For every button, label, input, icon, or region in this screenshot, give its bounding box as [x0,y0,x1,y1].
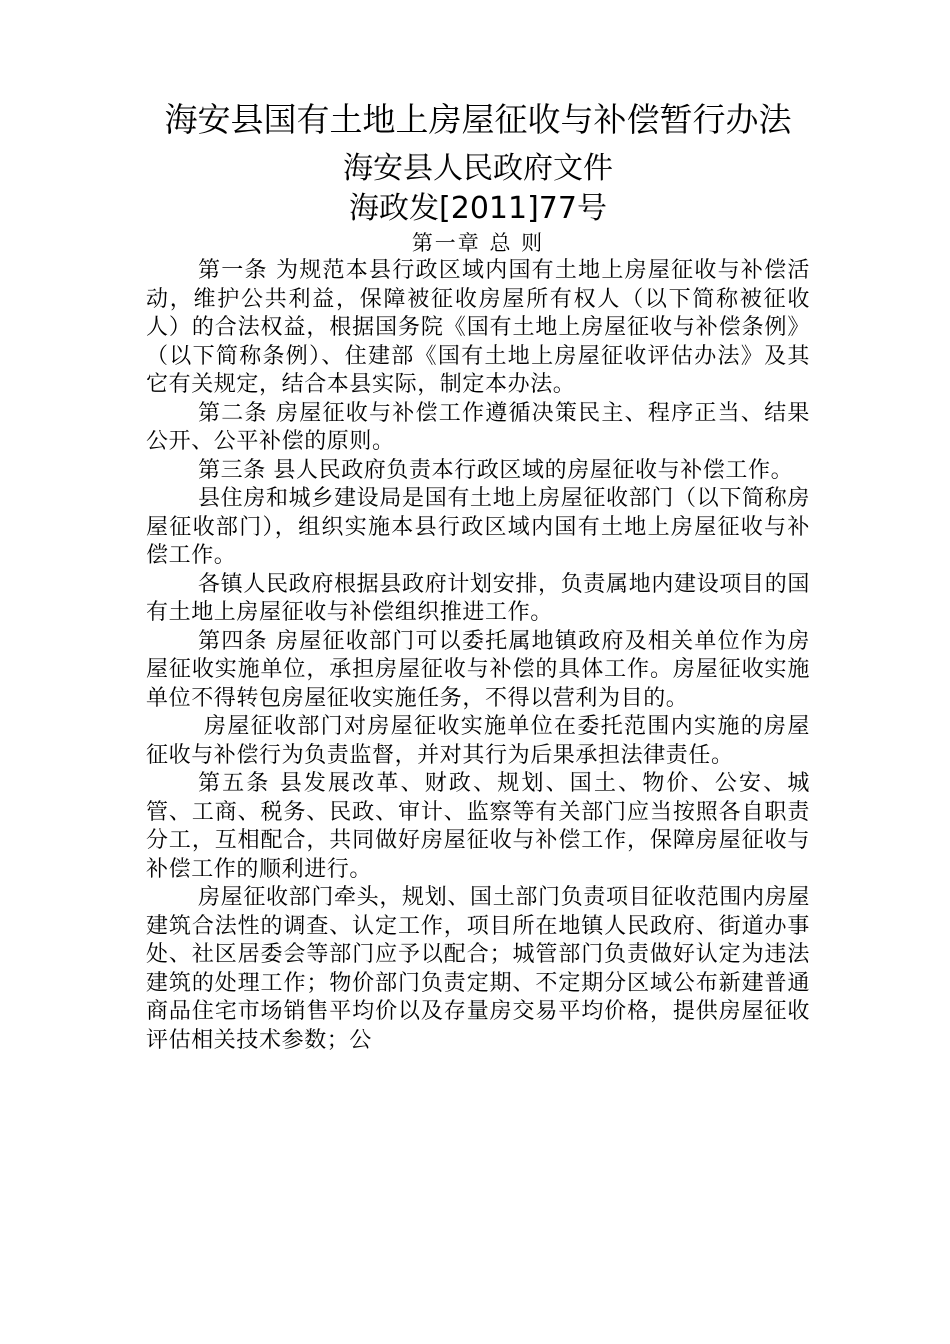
article-2: 第二条 房屋征收与补偿工作遵循决策民主、程序正当、结果公开、公平补偿的原则。 [146,400,810,454]
document-page [146,98,810,1055]
issuer-heading: 海安县人民政府文件 [343,151,613,186]
article-3-paragraph-2: 县住房和城乡建设局是国有土地上房屋征收部门（以下简称房屋征收部门），组织实施本县行政区域内国有土地上房屋征收与补偿工作。 [146,486,810,568]
article-4: 第四条 房屋征收部门可以委托属地镇政府及相关单位作为房屋征收实施单位，承担房屋征收与补偿的具体工作。房屋征收实施单位不得转包房屋征收实施任务，不得以营利为目的。 [146,628,810,711]
article-5-paragraph-2: 房屋征收部门牵头，规划、国土部门负责项目征收范围内房屋建筑合法性的调查、认定工作，项目所在地镇人民政府、街道办事处、社区居委会等部门应予以配合；城管部门负责做好认定为违法建筑的处理工作；物价部门负责定期、不定期分区域公布新建普通商品住宅市场销售平均价以及存量房交易平均价格，提供房屋征收评估相关技术参数；公 [146,885,810,1053]
chapter-heading: 第一章 总 则 [411,231,545,255]
article-3: 第三条 县人民政府负责本行政区域的房屋征收与补偿工作。 [198,457,794,483]
article-5: 第五条 县发展改革、财政、规划、国土、物价、公安、城管、工商、税务、民政、审计、监察等有关部门应当按照各自职责分工，互相配合，共同做好房屋征收与补偿工作，保障房屋征收与补偿工作的顺利进行。 [146,771,810,882]
document-number: 海政发[2011]77号 [349,191,607,226]
document-title: 海安县国有土地上房屋征收与补偿暂行办法 [164,100,792,139]
article-3-paragraph-3: 各镇人民政府根据县政府计划安排，负责属地内建设项目的国有土地上房屋征收与补偿组织推进工作。 [146,571,810,625]
article-1: 第一条 为规范本县行政区域内国有土地上房屋征收与补偿活动，维护公共利益，保障被征收房屋所有权人（以下简称被征收人）的合法权益，根据国务院《国有土地上房屋征收与补偿条例》（以下简称条例）、住建部《国有土地上房屋征收评估办法》及其它有关规定，结合本县实际，制定本办法。 [146,258,810,397]
article-4-paragraph-2: 房屋征收部门对房屋征收实施单位在委托范围内实施的房屋征收与补偿行为负责监督，并对其行为后果承担法律责任。 [146,714,810,768]
